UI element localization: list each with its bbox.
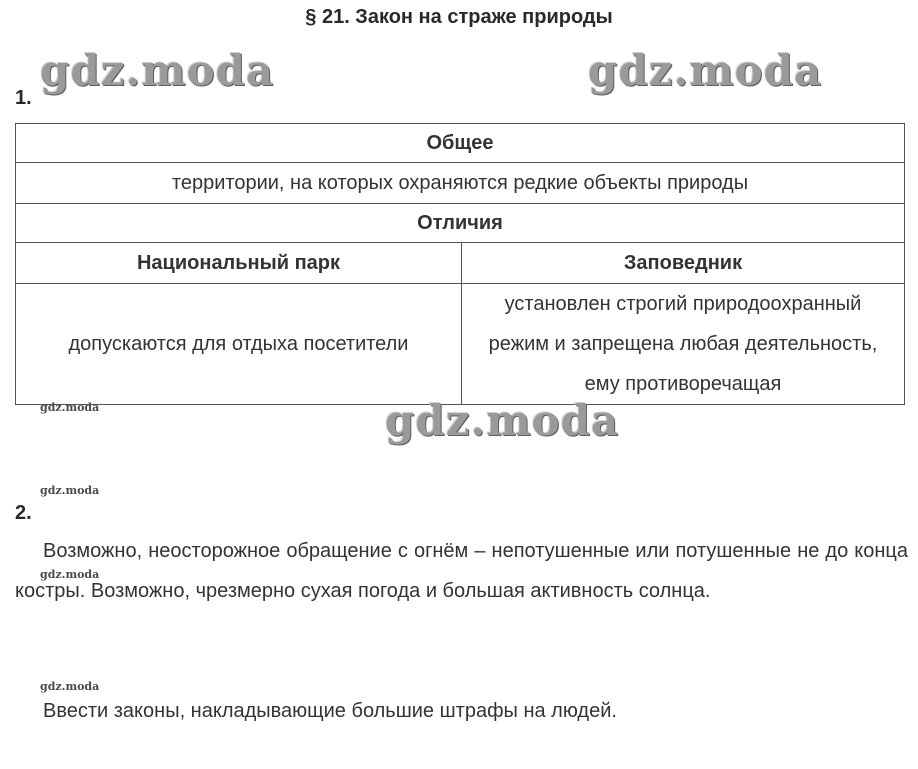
watermark-large: gdz.moda <box>588 46 823 95</box>
national-park-text: допускаются для отдыха посетители <box>16 284 462 405</box>
watermark-large: gdz.moda <box>40 46 275 95</box>
answer-paragraph-1: Возможно, неосторожное обращение с огнём – непотушенные или потушенные не до конца костры. Возможно, чрезмерно сухая погода и большая активность солнца. <box>15 540 908 602</box>
table-row <box>16 204 905 243</box>
table-row <box>16 124 905 163</box>
watermark-large: gdz.moda <box>385 396 620 445</box>
answer-paragraph-2: Ввести законы, накладывающие большие штрафы на людей. <box>43 700 617 722</box>
watermark-small: gdz.moda <box>40 680 100 693</box>
reserve-text: установлен строгий природоохранный режим и запрещена любая деятельность, ему противоречащая <box>462 284 905 405</box>
comparison-table <box>15 123 905 405</box>
common-header: Общее <box>16 124 905 163</box>
task-number-1: 1. <box>15 87 32 109</box>
page-title: § 21. Закон на страже природы <box>305 6 613 28</box>
table-row <box>16 284 905 405</box>
table-row <box>16 163 905 204</box>
differences-header: Отличия <box>16 204 905 243</box>
common-text: территории, на которых охраняются редкие объекты природы <box>16 163 905 204</box>
watermark-small: gdz.moda <box>40 401 100 414</box>
national-park-header: Национальный парк <box>16 243 462 284</box>
table-row <box>16 243 905 284</box>
reserve-header: Заповедник <box>462 243 905 284</box>
watermark-small: gdz.moda <box>40 484 100 497</box>
watermark-small: gdz.moda <box>40 568 100 581</box>
task-number-2: 2. <box>15 502 32 524</box>
